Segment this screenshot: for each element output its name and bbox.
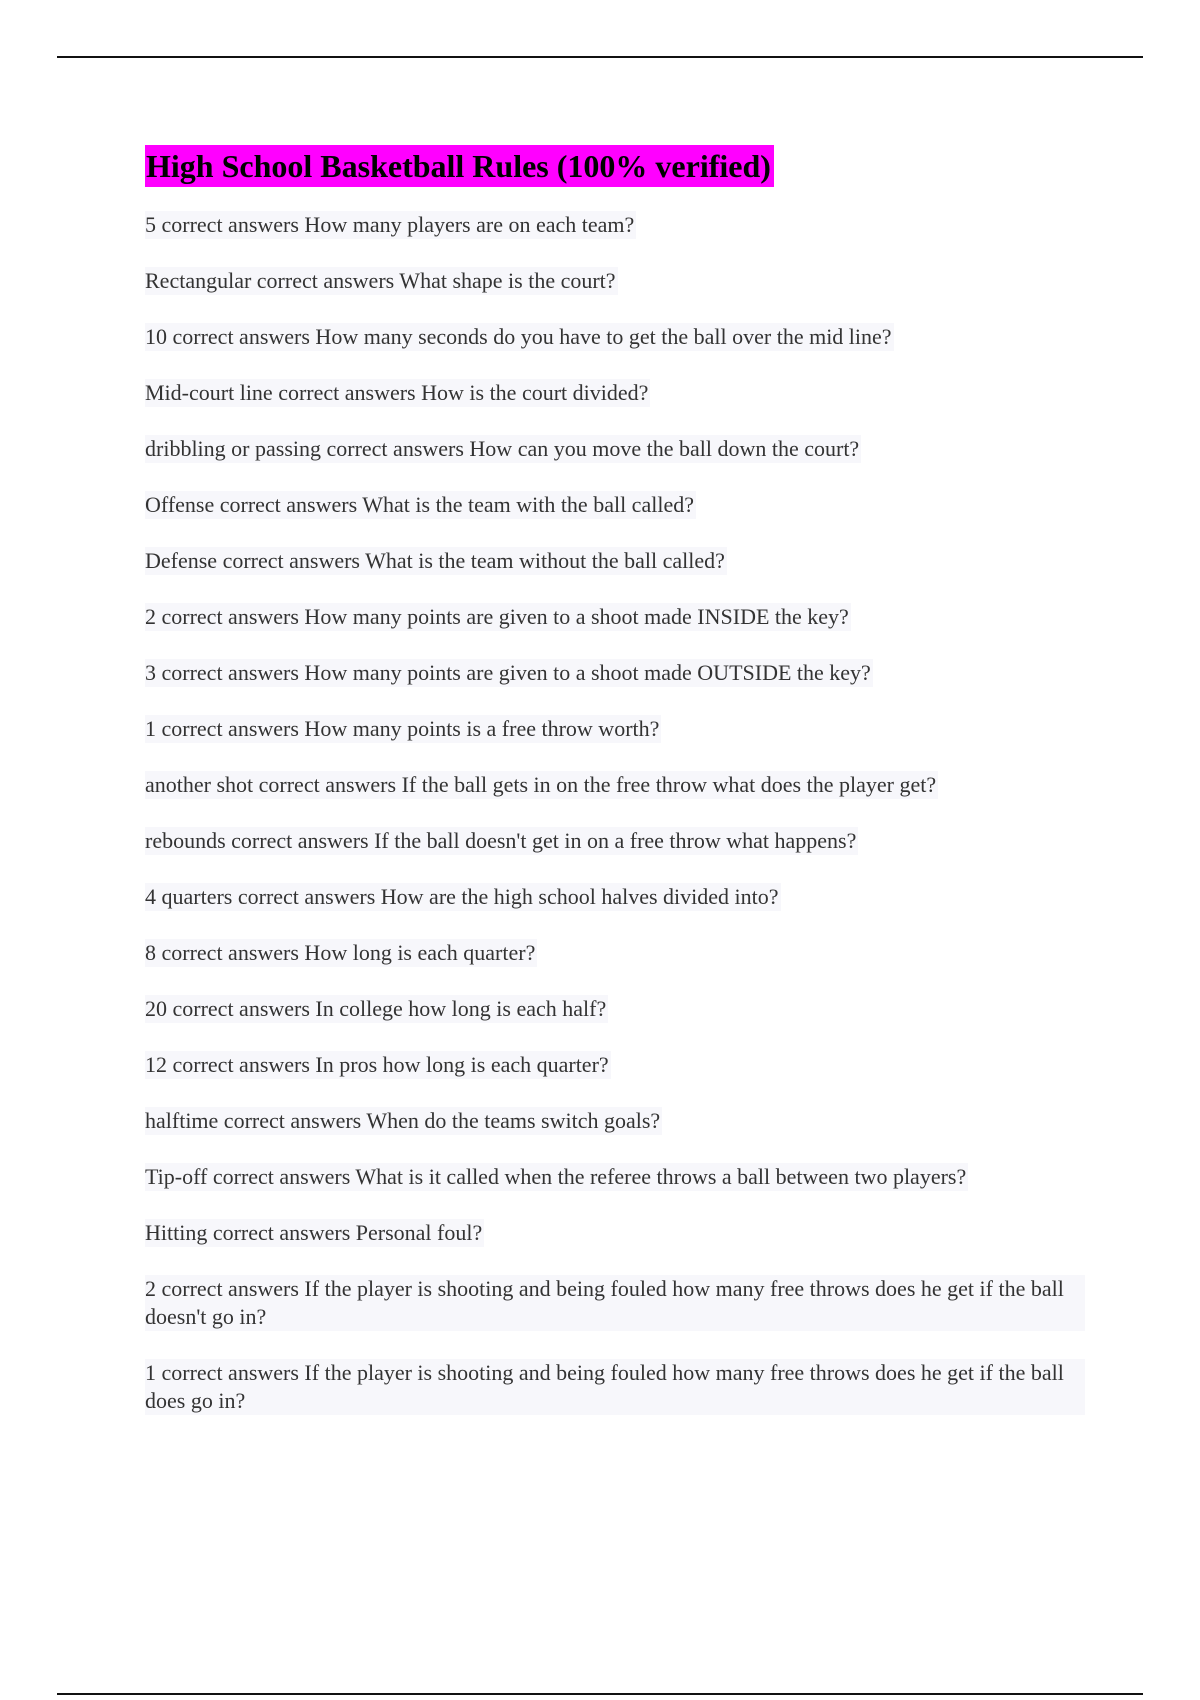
qa-item: Defense correct answers What is the team without the ball called? — [145, 548, 725, 573]
qa-item: 5 correct answers How many players are on each team? — [145, 212, 635, 237]
document-title: High School Basketball Rules (100% verified) — [145, 145, 774, 187]
qa-item: 1 correct answers If the player is shooting and being fouled how many free throws does he get if the ball does go in? — [145, 1359, 1085, 1415]
qa-item: Rectangular correct answers What shape is the court? — [145, 268, 616, 293]
qa-item: another shot correct answers If the ball gets in on the free throw what does the player get? — [145, 772, 937, 797]
qa-item: Mid-court line correct answers How is the court divided? — [145, 380, 649, 405]
qa-item: halftime correct answers When do the teams switch goals? — [145, 1108, 661, 1133]
qa-item: dribbling or passing correct answers How can you move the ball down the court? — [145, 436, 860, 461]
qa-item: 2 correct answers How many points are given to a shoot made INSIDE the key? — [145, 604, 849, 629]
qa-item: 12 correct answers In pros how long is each quarter? — [145, 1052, 609, 1077]
qa-item: 4 quarters correct answers How are the high school halves divided into? — [145, 884, 779, 909]
qa-item: rebounds correct answers If the ball doesn't get in on a free throw what happens? — [145, 828, 857, 853]
document-body — [145, 145, 1085, 1443]
qa-item: 1 correct answers How many points is a free throw worth? — [145, 716, 660, 741]
qa-item: 20 correct answers In college how long is each half? — [145, 996, 607, 1021]
qa-item: Hitting correct answers Personal foul? — [145, 1220, 483, 1245]
qa-item: Tip-off correct answers What is it called when the referee throws a ball between two players? — [145, 1164, 967, 1189]
footer-rule — [57, 1693, 1143, 1695]
qa-list — [145, 211, 1085, 1415]
qa-item: 2 correct answers If the player is shooting and being fouled how many free throws does he get if the ball doesn't go in? — [145, 1275, 1085, 1331]
qa-item: 8 correct answers How long is each quarter? — [145, 940, 536, 965]
qa-item: 10 correct answers How many seconds do you have to get the ball over the mid line? — [145, 324, 892, 349]
qa-item: Offense correct answers What is the team with the ball called? — [145, 492, 694, 517]
qa-item: 3 correct answers How many points are given to a shoot made OUTSIDE the key? — [145, 660, 871, 685]
header-rule — [57, 56, 1143, 58]
